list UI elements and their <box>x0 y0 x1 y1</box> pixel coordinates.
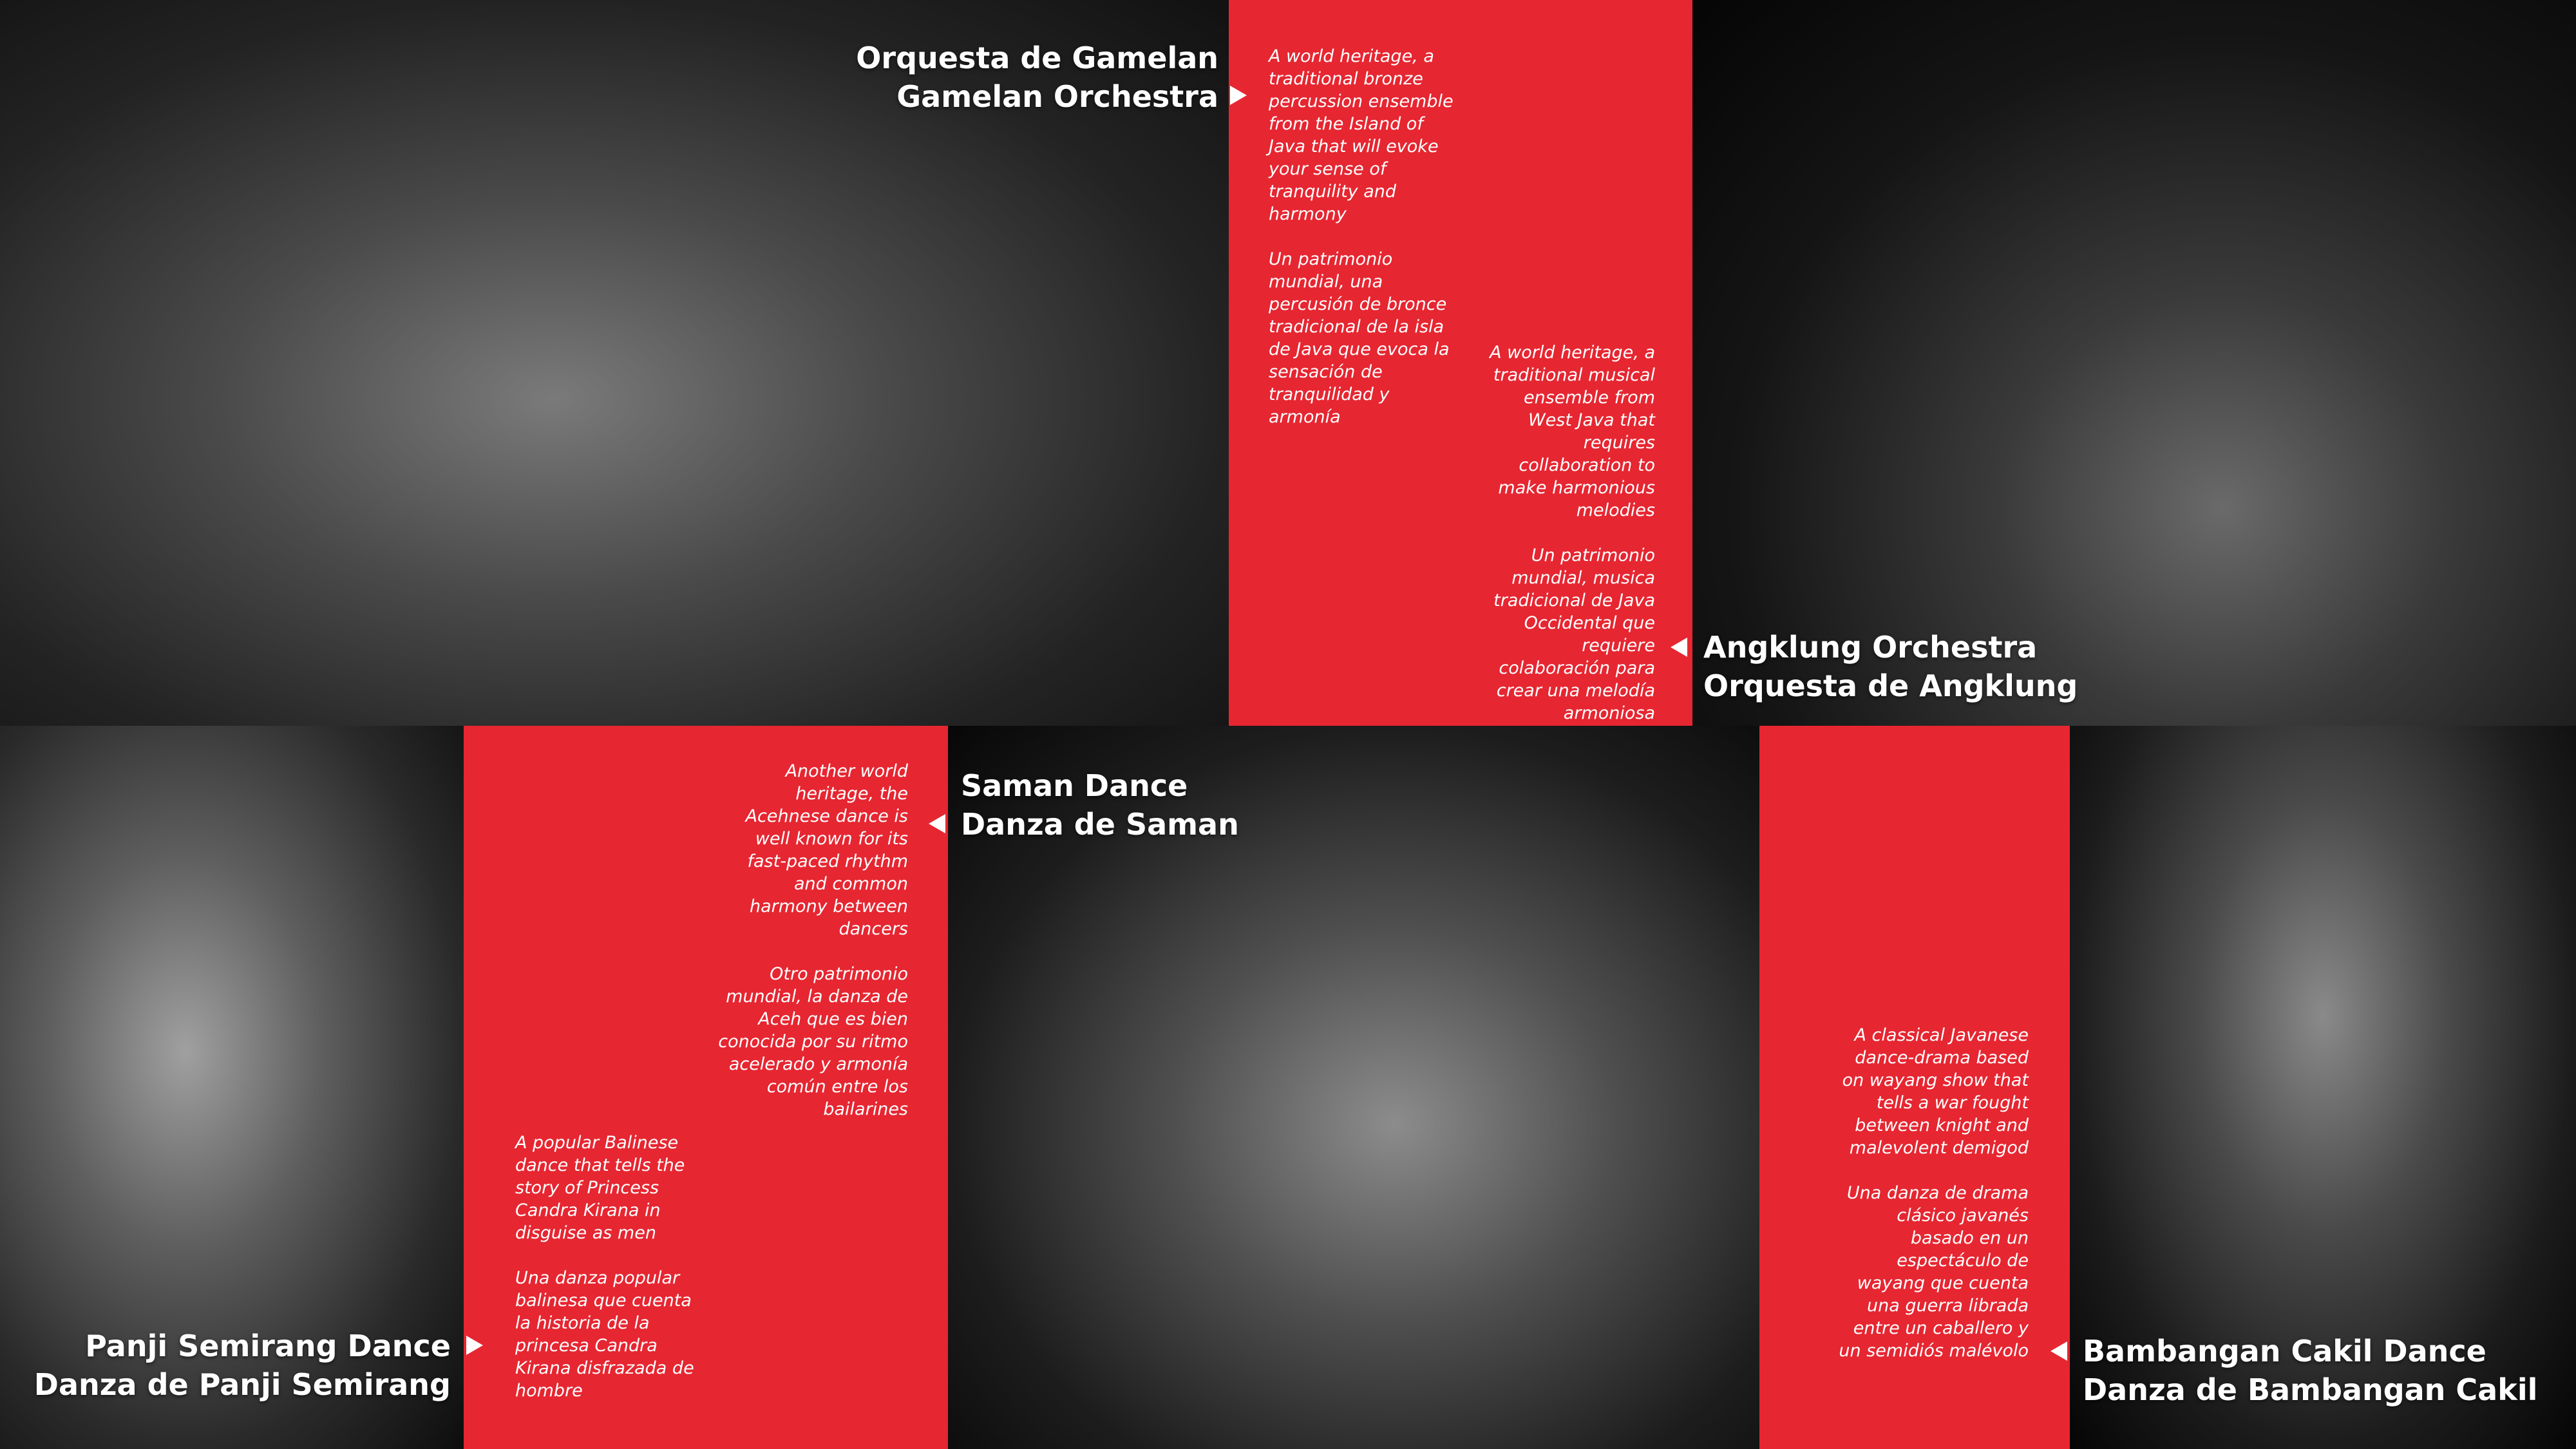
panji-desc-en: A popular Balinese dance that tells the story of Princess Candra Kirana in disguise as men <box>515 1133 685 1243</box>
saman-desc-en: Another world heritage, the Acehnese dance is well known for its fast-paced rhythm and common harmony between dancers <box>745 761 908 939</box>
panji-title-es: Danza de Panji Semirang <box>33 1367 451 1402</box>
angklung-title-es: Orquesta de Angklung <box>1703 668 2078 703</box>
cakil-description <box>1835 1024 2029 1362</box>
panji-title <box>34 1327 451 1404</box>
angklung-desc-en: A world heritage, a traditional musical ensemble from West Java that requires collaboration to make harmonious melodies <box>1490 343 1655 520</box>
cakil-desc-es: Una danza de drama clásico javanés basado en un espectáculo de wayang que cuenta una guerra librada entre un caballero y un semidiós malévolo <box>1839 1183 2029 1361</box>
cakil-title-en: Bambangan Cakil Dance <box>2083 1334 2486 1368</box>
gamelan-title-es: Orquesta de Gamelan <box>856 41 1218 75</box>
arrow-left-icon <box>1671 638 1687 657</box>
gamelan-desc-es: Un patrimonio mundial, una percusión de bronce tradicional de la isla de Java que evoca la sensación de tranquilidad y armonía <box>1269 249 1450 427</box>
gamelan-title <box>856 39 1218 116</box>
saman-title-en: Saman Dance <box>961 768 1188 803</box>
gamelan-description <box>1269 45 1455 428</box>
arrow-left-icon <box>2050 1341 2067 1361</box>
angklung-desc-es: Un patrimonio mundial, musica tradicional de Java Occidental que requiere colaboración para crear una melodía armoniosa <box>1493 545 1655 723</box>
angklung-description <box>1475 341 1655 724</box>
arrow-left-icon <box>929 814 945 833</box>
angklung-title <box>1703 628 2078 705</box>
panji-desc-es: Una danza popular balinesa que cuenta la historia de la princesa Candra Kirana disfrazada de hombre <box>515 1268 694 1401</box>
saman-desc-es: Otro patrimonio mundial, la danza de Aceh que es bien conocida por su ritmo acelerado y armonía común entre los bailarines <box>718 964 908 1119</box>
angklung-title-en: Angklung Orchestra <box>1703 630 2038 665</box>
panji-title-en: Panji Semirang Dance <box>85 1329 451 1363</box>
panji-description <box>515 1132 699 1402</box>
saman-title-es: Danza de Saman <box>961 807 1239 842</box>
saman-title <box>961 766 1239 844</box>
gamelan-desc-en: A world heritage, a traditional bronze percussion ensemble from the Island of Java that will evoke your sense of tranquility and harmony <box>1269 46 1454 224</box>
gamelan-title-en: Gamelan Orchestra <box>896 79 1218 114</box>
arrow-right-icon <box>466 1336 483 1355</box>
cakil-title-es: Danza de Bambangan Cakil <box>2083 1372 2538 1407</box>
cakil-title <box>2083 1332 2537 1409</box>
cakil-desc-en: A classical Javanese dance-drama based on wayang show that tells a war fought between knight and malevolent demigod <box>1842 1025 2029 1158</box>
saman-description <box>715 760 908 1121</box>
angklung-orchestra-photo <box>1692 0 2576 726</box>
arrow-right-icon <box>1230 86 1247 105</box>
